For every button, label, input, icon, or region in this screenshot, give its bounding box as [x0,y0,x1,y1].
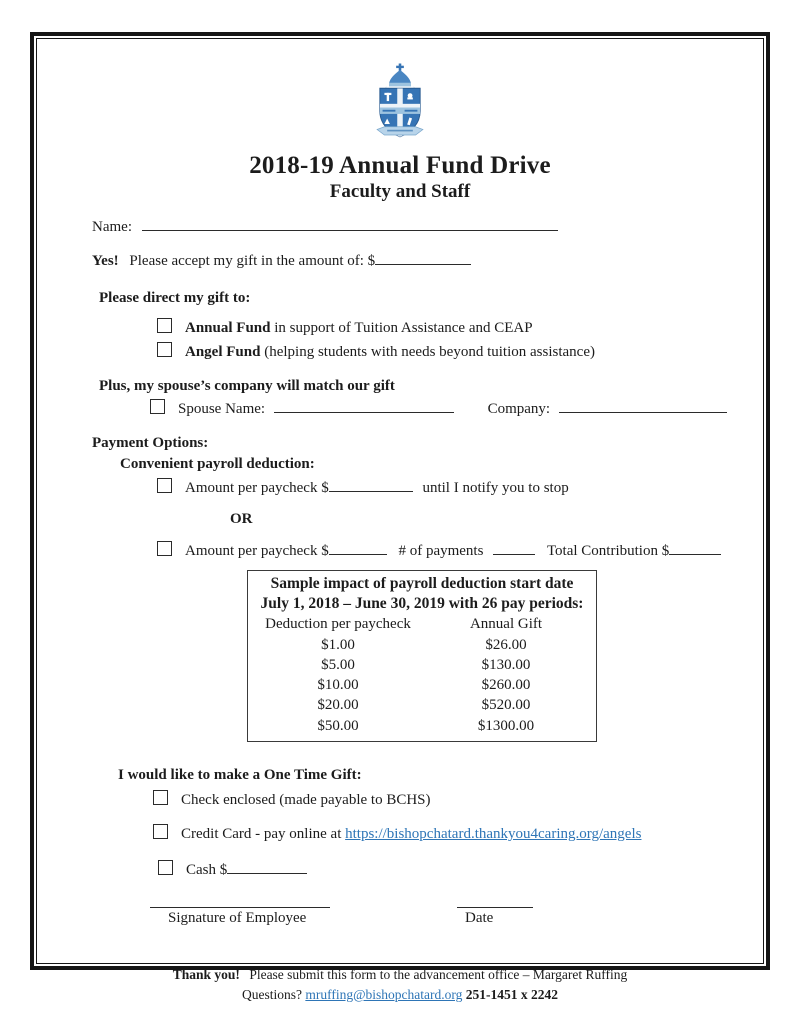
gift-amount-label: Please accept my gift in the amount of: $ [129,253,376,269]
payroll-impact-table [247,570,597,742]
payroll1-amount-blank-line[interactable] [329,478,413,492]
yes-label: Yes! [92,253,119,269]
table-header-row [254,614,590,634]
signature-block [150,907,763,927]
payroll-option1-fields: Amount per paycheck $ until I notify you to stop [185,480,569,496]
gift-amount-row [92,251,763,272]
page-subtitle: Faculty and Staff [329,181,471,202]
school-crest-logo [37,63,763,146]
payroll2-amount-blank-line[interactable] [329,541,387,555]
check-enclosed-label: Check enclosed (made payable to BCHS) [181,791,431,808]
date-label: Date [465,909,494,926]
payroll-option1-checkbox[interactable] [157,478,172,493]
payroll-option1-row [157,478,763,499]
payroll-deduction-heading: Convenient payroll deduction: [120,456,315,472]
name-row [92,217,763,238]
employee-signature-label: Signature of Employee [168,909,307,926]
payment-portal-link[interactable]: https://bishopchatard.thankyou4caring.org/angels [345,825,642,842]
name-label: Name: [92,219,132,235]
credit-card-row [153,824,763,845]
date-field [457,907,533,927]
gift-amount-blank-line[interactable] [375,251,471,265]
payment-options-heading: Payment Options: [92,435,209,451]
annual-fund-checkbox[interactable] [157,318,172,333]
table-row: $5.00 $130.00 [321,656,531,673]
table-title-line1: Sample impact of payroll deduction start date [270,575,574,592]
credit-card-label: Credit Card - pay online at https://bishopchatard.thankyou4caring.org/angels [181,825,642,842]
total-contribution-blank-line[interactable] [669,541,721,555]
table-title-line2: July 1, 2018 – June 30, 2019 with 26 pay periods: [260,595,584,613]
footer-line1: Thank you! Please submit this form to the advancement office – Margaret Ruffing [172,966,628,982]
employee-signature-field [150,907,330,927]
cash-fields: Cash $ [186,860,307,881]
or-separator: OR [230,511,253,527]
email-link[interactable]: mruffing@bishopchatard.org [305,987,463,1003]
spouse-row [150,399,763,420]
cash-checkbox[interactable] [158,860,173,875]
spouse-fields [178,399,727,420]
table-row: $50.00 $1300.00 [317,717,535,734]
name-blank-line[interactable] [142,217,558,231]
table-row: $20.00 $520.00 [317,697,531,714]
direct-gift-heading: Please direct my gift to: [99,290,251,306]
table-col1-header: Deduction per paycheck [265,616,411,633]
payroll-option2-checkbox[interactable] [157,541,172,556]
angel-fund-label: Angel Fund (helping students with needs beyond tuition assistance) [185,344,595,360]
company-blank-line[interactable] [559,399,727,413]
footer-line2: Questions? mruffing@bishopchatard.org 251-1451 x 2242 [241,987,559,1003]
payroll-option2-fields: Amount per paycheck $ # of payments Total Contribution $ [185,541,721,562]
one-time-gift-heading: I would like to make a One Time Gift: [118,766,362,783]
cash-amount-blank-line[interactable] [227,860,307,874]
spouse-match-heading: Plus, my spouse’s company will match our gift [99,378,395,394]
page-title: 2018-19 Annual Fund Drive [249,152,551,179]
angel-fund-option-row [157,342,763,363]
form-content [37,39,763,1005]
spouse-name-blank-line[interactable] [274,399,454,413]
footer-note [37,965,763,1006]
table-row: $1.00 $26.00 [321,636,527,653]
bishop-chatard-crest-icon [367,63,433,141]
credit-card-checkbox[interactable] [153,824,168,839]
payroll-option2-row [157,541,763,562]
thank-you-label: Thank you! [172,966,240,982]
spouse-match-checkbox[interactable] [150,399,165,414]
angel-fund-checkbox[interactable] [157,342,172,357]
check-enclosed-checkbox[interactable] [153,790,168,805]
annual-fund-option-row [157,318,763,339]
annual-fund-label: Annual Fund in support of Tuition Assistance and CEAP [185,320,533,336]
check-enclosed-row [153,790,763,811]
table-col2-header: Annual Gift [469,616,543,633]
phone-number: 251-1451 x 2242 [465,987,559,1003]
spouse-name-label: Spouse Name: [178,401,266,417]
company-label: Company: [487,401,551,417]
table-row: $10.00 $260.00 [317,677,531,694]
payments-count-blank-line[interactable] [493,541,535,555]
cash-row [158,860,763,881]
